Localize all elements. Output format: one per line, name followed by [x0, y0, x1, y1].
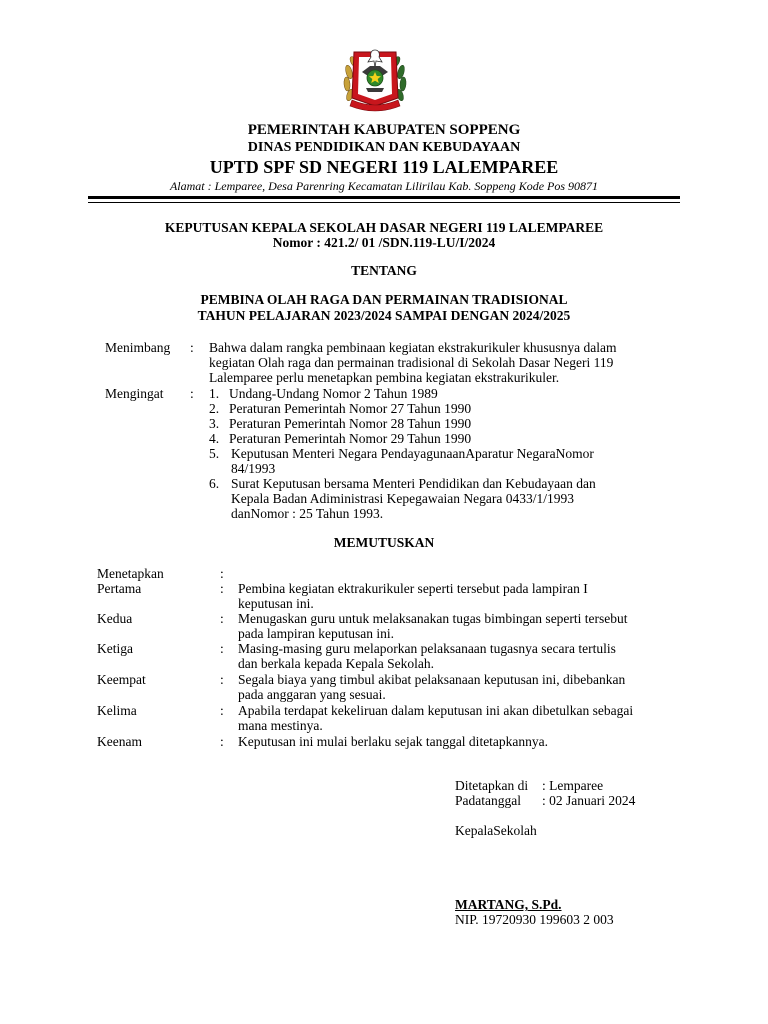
- mengingat-item-line: Kepala Badan Adiministrasi Kepegawaian Negara 0433/1/1993: [231, 491, 575, 506]
- mengingat-label: Mengingat: [105, 386, 164, 401]
- signatory-nip: NIP. 19720930 199603 2 003: [455, 912, 614, 927]
- decree-title: KEPUTUSAN KEPALA SEKOLAH DASAR NEGERI 119 LALEMPAREE: [164, 220, 604, 235]
- decision-label: Ketiga: [97, 641, 133, 656]
- signature-date-label: Padatanggal: [455, 793, 521, 808]
- header-government: PEMERINTAH KABUPATEN SOPPENG: [247, 122, 521, 138]
- header-department: DINAS PENDIDIKAN DAN KEBUDAYAAN: [247, 140, 521, 155]
- soppeng-regency-emblem: [340, 42, 410, 114]
- mengingat-item-line: Surat Keputusan bersama Menteri Pendidikan dan Kebudayaan dan: [231, 476, 596, 491]
- decision-colon: :: [220, 703, 224, 718]
- decision-colon: :: [220, 581, 224, 596]
- letterhead-divider-thick: [88, 196, 680, 199]
- decision-text: Apabila terdapat kekeliruan dalam keputusan ini akan dibetulkan sebagai: [238, 703, 634, 718]
- mengingat-item: 1. Undang-Undang Nomor 2 Tahun 1989: [209, 386, 438, 401]
- decision-colon: :: [220, 611, 224, 626]
- mengingat-item: 4. Peraturan Pemerintah Nomor 29 Tahun 1990: [209, 431, 472, 446]
- decision-label: Keempat: [97, 672, 146, 687]
- decree-number: Nomor : 421.2/ 01 /SDN.119-LU/I/2024: [272, 235, 496, 250]
- header-address: Alamat : Lemparee, Desa Parenring Kecamatan Lilirilau Kab. Soppeng Kode Pos 90871: [169, 179, 599, 193]
- mengingat-item: 2. Peraturan Pemerintah Nomor 27 Tahun 1990: [209, 401, 472, 416]
- mengingat-item-number: 5.: [209, 446, 220, 461]
- mengingat-item-line: Keputusan Menteri Negara PendayagunaanAparatur NegaraNomor: [231, 446, 594, 461]
- decision-text: pada anggaran yang sesuai.: [238, 687, 386, 702]
- decision-colon: :: [220, 566, 224, 581]
- signatory-name: MARTANG, S.Pd.: [455, 897, 562, 912]
- signature-place-label: Ditetapkan di: [455, 778, 529, 793]
- signature-date-value: : 02 Januari 2024: [542, 793, 636, 808]
- decision-text: Pembina kegiatan ektrakurikuler seperti tersebut pada lampiran I: [238, 581, 588, 596]
- mengingat-colon: :: [190, 386, 194, 401]
- decision-colon: :: [220, 672, 224, 687]
- decision-label: Kelima: [97, 703, 137, 718]
- decision-text: keputusan ini.: [238, 596, 314, 611]
- menimbang-line: kegiatan Olah raga dan permainan tradisional di Sekolah Dasar Negeri 119: [209, 355, 614, 370]
- menimbang-colon: :: [190, 340, 194, 355]
- decree-subject-line1: PEMBINA OLAH RAGA DAN PERMAINAN TRADISIONAL: [200, 292, 568, 307]
- menimbang-line: Lalemparee perlu menetapkan pembina kegiatan ekstrakurikuler.: [209, 370, 560, 385]
- decision-text: Masing-masing guru melaporkan pelaksanaan tugasnya secara tertulis: [238, 641, 616, 656]
- decision-label: Kedua: [97, 611, 133, 626]
- signature-place-value: : Lemparee: [542, 778, 604, 793]
- decree-subject-line2: TAHUN PELAJARAN 2023/2024 SAMPAI DENGAN 2024/2025: [197, 308, 571, 323]
- decision-text: Segala biaya yang timbul akibat pelaksanaan keputusan ini, dibebankan: [238, 672, 626, 687]
- mengingat-item: 3. Peraturan Pemerintah Nomor 28 Tahun 1990: [209, 416, 472, 431]
- header-school: UPTD SPF SD NEGERI 119 LALEMPAREE: [209, 157, 559, 177]
- mengingat-item-number: 6.: [209, 476, 220, 491]
- decision-text: dan berkala kepada Kepala Sekolah.: [238, 656, 435, 671]
- decision-label: Pertama: [97, 581, 142, 596]
- decision-label: Menetapkan: [97, 566, 164, 581]
- memutuskan-heading: MEMUTUSKAN: [333, 535, 435, 550]
- decree-about: TENTANG: [351, 263, 417, 278]
- decision-text: Keputusan ini mulai berlaku sejak tanggal ditetapkannya.: [238, 734, 549, 749]
- menimbang-line: Bahwa dalam rangka pembinaan kegiatan ekstrakurikuler khususnya dalam: [209, 340, 617, 355]
- decision-label: Keenam: [97, 734, 142, 749]
- menimbang-label: Menimbang: [105, 340, 171, 355]
- mengingat-item-line: danNomor : 25 Tahun 1993.: [231, 506, 384, 521]
- decision-text: pada lampiran keputusan ini.: [238, 626, 394, 641]
- decision-colon: :: [220, 641, 224, 656]
- signature-position: KepalaSekolah: [455, 823, 537, 838]
- decision-text: Menugaskan guru untuk melaksanakan tugas bimbingan seperti tersebut: [238, 611, 628, 626]
- letterhead-divider-thin: [88, 202, 680, 203]
- decision-colon: :: [220, 734, 224, 749]
- mengingat-item-line: 84/1993: [231, 461, 276, 476]
- decision-text: mana mestinya.: [238, 718, 323, 733]
